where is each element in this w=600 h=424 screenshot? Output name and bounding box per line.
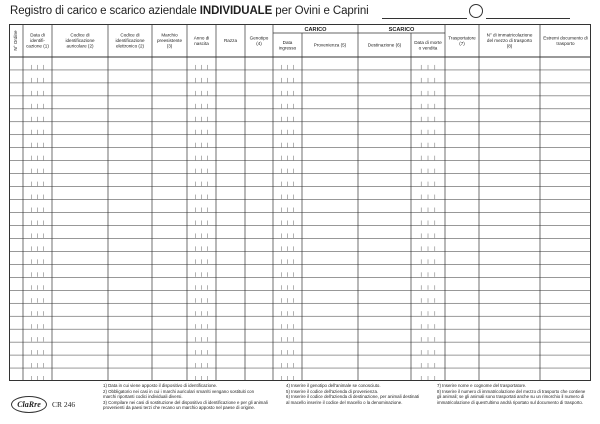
note-line: marchi riportanti codici individuali diversi. (103, 394, 183, 400)
notes-column-1 (103, 383, 268, 411)
note-line: 7) Inserire nome e cognome del trasportatore. (437, 383, 527, 388)
header-codice_elettronico: Codice di identificazione elettronico (2) (115, 32, 145, 49)
note-line: 5) Inserire il codice dell'azienda di provenienza. (286, 388, 379, 394)
header-provenienza: Provenienza (5) (313, 42, 347, 48)
signature-line-left (382, 18, 467, 19)
note-line: provenienti da paesi terzi che recano un marchio apposto nel paese di origine. (103, 405, 256, 411)
note-line: 4) Inserire il genotipo dell'animale se conosciuto. (286, 383, 381, 388)
header-destinazione: Destinazione (6) (367, 42, 402, 48)
register-title: Registro di carico e scarico aziendale INDIVIDUALE per Ovini e Caprini (10, 5, 369, 17)
header-anno_nascita: Anno di nascita (193, 35, 210, 46)
note-line: al macello inserire il codice del macello o la denominazione. (286, 399, 403, 405)
header-data_morte: Data di morte o vendita (414, 39, 442, 51)
group-label-scarico: SCARICO (388, 26, 415, 33)
register-table (9, 24, 591, 381)
publisher-logo: ClaRre (11, 396, 47, 413)
header-documento: Estremi documento di trasporto (543, 35, 588, 46)
note-line: immatricolazione di quest'ultimo andrà riportato sul documento di trasporto. (437, 399, 584, 405)
header-razza: Razza (223, 38, 238, 44)
notes-column-2 (286, 383, 419, 405)
note-line: 3) Compilare nei casi di sostituzione del dispositivo di identificazione e per gli animali (103, 399, 268, 405)
header-genotipo: Genotipo (4) (249, 35, 269, 46)
note-line: 8) Inserire il numero di immatricolazione del mezzo di trasporto che contiene (437, 388, 586, 394)
note-line: gli animali; se gli animali sono trasportati anche su un rimorchio il numero di (437, 394, 585, 400)
form-code: CR 246 (52, 400, 76, 409)
stamp-circle (469, 4, 483, 18)
note-line: 6) Inserire il codice dell'azienda di destinazione, per animali destinati (286, 394, 420, 400)
header-data_ingresso: Data ingresso (278, 39, 297, 51)
header-trasportatore: Trasportatore (7) (448, 35, 476, 46)
signature-line-right (486, 18, 570, 19)
header-data_ident: Data di identifi-cazione (1) (26, 32, 49, 49)
header-ordine: N° Ordine (13, 30, 19, 51)
header-marchio: Marchio preesistente (3) (156, 32, 183, 49)
note-line: 2) Obbligatorio nei casi in cui i marchi auricolari smarriti vengano sostituiti con (103, 388, 255, 394)
note-line: 1) Data in cui viene apposto il dispositivo di identificazione. (103, 383, 218, 388)
notes-column-3 (437, 383, 585, 405)
header-immatricolazione: N° di immatricolazione del mezzo di trasporto (8) (486, 32, 533, 49)
group-label-carico: CARICO (304, 26, 327, 33)
header-codice_auricolare: Codice di identificazione auricolare (2) (65, 32, 95, 49)
